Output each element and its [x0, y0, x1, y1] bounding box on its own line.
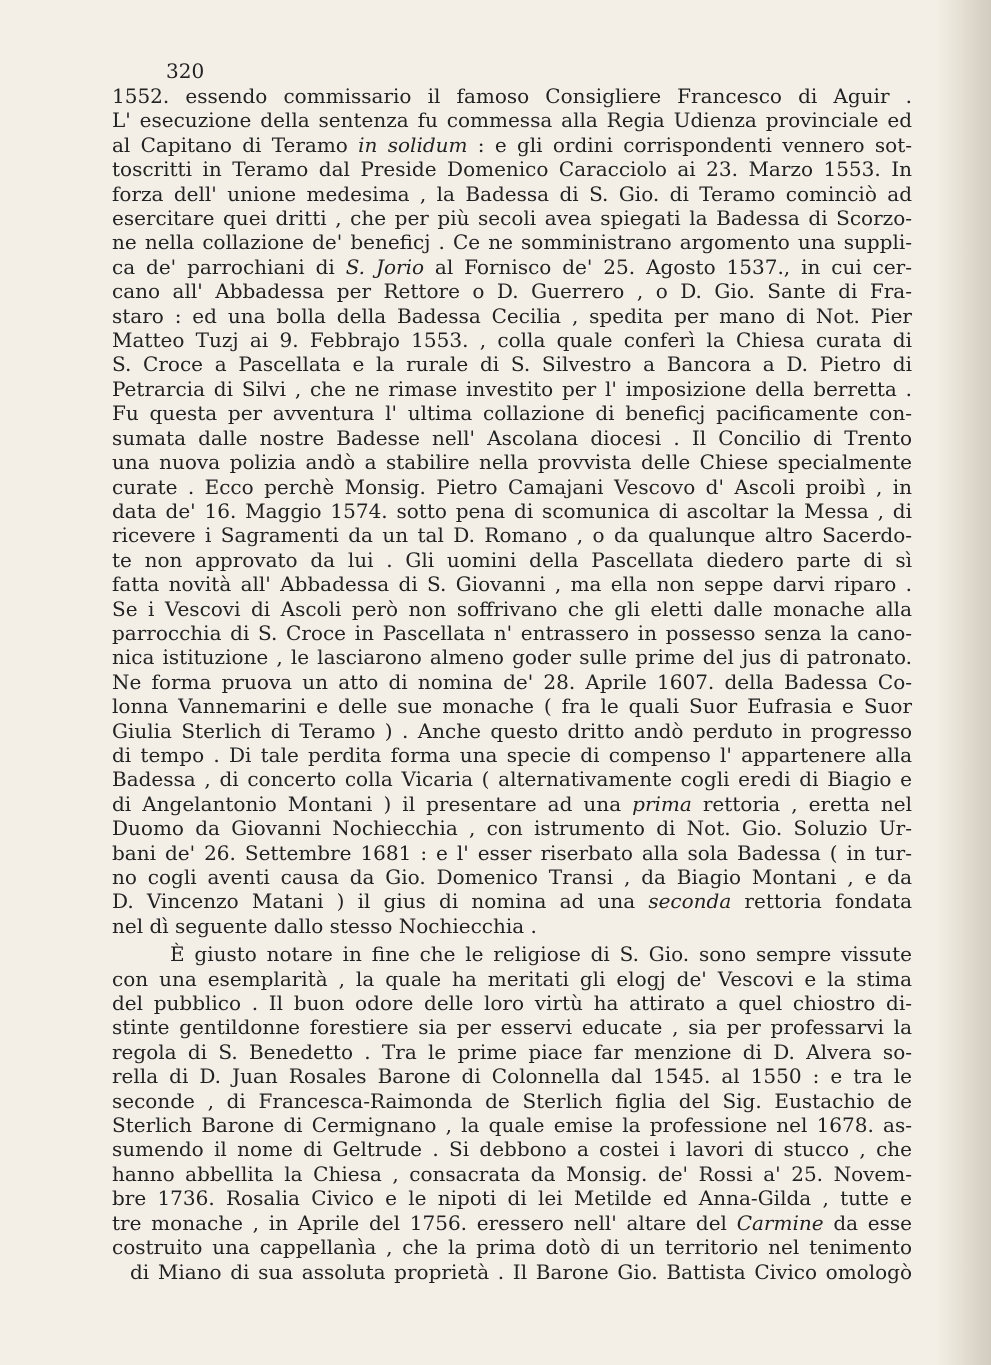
text-span: seconde , di Francesca-Raimonda de Sterlich figlia del Sig. Eustachio de — [112, 1088, 912, 1113]
italic-text: S. Jorio — [345, 254, 425, 279]
text-line — [112, 1137, 912, 1161]
text-span: Duomo da Giovanni Nochiecchia , con istrumento di Not. Gio. Soluzio Ur- — [112, 816, 912, 841]
text-span: al Capitano di Teramo — [112, 132, 359, 157]
text-span: rettoria fondata — [731, 889, 912, 914]
text-span: sumata dalle nostre Badesse nell' Ascolana diocesi . Il Concilio di Trento — [112, 425, 912, 450]
text-span: bani de' 26. Settembre 1681 : e l' esser riserbato alla sola Badessa ( in tur- — [112, 840, 912, 865]
text-span: Ne forma pruova un atto di nomina de' 28. Aprile 1607. della Badessa Co- — [112, 669, 912, 694]
text-line — [112, 279, 912, 303]
text-span: bre 1736. Rosalia Civico e le nipoti di lei Metilde ed Anna-Gilda , tutte e — [112, 1186, 912, 1211]
text-line — [112, 865, 912, 889]
text-line — [112, 1260, 912, 1284]
text-line — [112, 621, 912, 645]
text-line — [112, 1064, 912, 1088]
text-line — [112, 914, 912, 938]
text-span: ne nella collazione de' beneficj . Ce ne somministrano argomento una suppli- — [112, 230, 912, 255]
text-line — [112, 1113, 912, 1137]
text-line — [112, 133, 912, 157]
text-span: di Angelantonio Montani ) il presentare ad una — [112, 791, 633, 816]
text-line — [112, 475, 912, 499]
text-span: ca de' parrochiani di — [112, 254, 346, 279]
text-line — [112, 182, 912, 206]
text-span: : e gli ordini corrispondenti vennero sot- — [467, 132, 912, 157]
text-line — [112, 991, 912, 1015]
text-span: nel dì seguente dallo stesso Nochiecchia . — [112, 913, 537, 938]
text-line — [112, 426, 912, 450]
text-span: tre monache , in Aprile del 1756. eressero nell' altare del — [112, 1210, 737, 1235]
page-text-body — [112, 84, 912, 1284]
text-span: parrocchia di S. Croce in Pascellata n' entrassero in possesso senza la cano- — [112, 620, 912, 645]
italic-text: in solidum — [358, 132, 468, 157]
text-span: È giusto notare in fine che le religiose di S. Gio. sono sempre vissute — [170, 942, 912, 967]
page-edge-shadow — [936, 0, 991, 1365]
text-line — [112, 548, 912, 572]
text-span: con una esemplarità , la quale ha meritati gli elogj de' Vescovi e la stima — [112, 966, 912, 991]
text-span: esercitare quei dritti , che per più secoli avea spiegati la Badessa di Scorzo- — [112, 206, 912, 231]
text-line — [112, 719, 912, 743]
text-line — [112, 816, 912, 840]
text-span: rettoria , eretta nel — [691, 791, 912, 816]
text-span: nica istituzione , le lasciarono almeno goder sulle prime del jus di patronato. — [112, 645, 912, 670]
text-line — [112, 328, 912, 352]
text-span: del pubblico . Il buon odore delle loro virtù ha attirato a quel chiostro di- — [112, 991, 912, 1016]
text-span: al Fornisco de' 25. Agosto 1537., in cui cer- — [424, 254, 912, 279]
text-span: regola di S. Benedetto . Tra le prime piace far menzione di D. Alvera so- — [112, 1039, 912, 1064]
text-line — [112, 377, 912, 401]
text-line — [112, 1211, 912, 1235]
text-line — [112, 841, 912, 865]
text-line — [112, 767, 912, 791]
text-line — [112, 1040, 912, 1064]
text-line — [112, 108, 912, 132]
text-line — [112, 84, 912, 108]
text-span: di tempo . Di tale perdita forma una specie di compenso l' appartenere alla — [112, 742, 912, 767]
italic-text: Carmine — [736, 1210, 824, 1235]
text-line — [112, 157, 912, 181]
text-span: costruito una cappellanìa , che la prima dotò di un territorio nel tenimento — [112, 1235, 912, 1260]
text-span: da esse — [823, 1210, 912, 1235]
text-line — [112, 352, 912, 376]
text-span: rella di D. Juan Rosales Barone di Colonnella dal 1545. al 1550 : e tra le — [112, 1064, 912, 1089]
text-span: toscritti in Teramo dal Preside Domenico Caracciolo ai 23. Marzo 1553. In — [112, 157, 912, 182]
text-span: staro : ed una bolla della Badessa Cecilia , spedita per mano di Not. Pier — [112, 303, 912, 328]
text-line — [112, 523, 912, 547]
text-line — [112, 889, 912, 913]
text-span: no cogli aventi causa da Gio. Domenico Transi , da Biagio Montani , e da — [112, 865, 912, 889]
text-span: Giulia Sterlich di Teramo ) . Anche questo dritto andò perduto in progresso — [112, 718, 912, 743]
text-line — [112, 401, 912, 425]
text-span: stinte gentildonne forestiere sia per esservi educate , sia per professarvi la — [112, 1015, 912, 1040]
text-span: fatta novità all' Abbadessa di S. Giovanni , ma ella non seppe darvi riparo . — [112, 572, 912, 597]
text-span: Badessa , di concerto colla Vicaria ( alternativamente cogli eredi di Biagio e — [112, 767, 912, 792]
text-span: Matteo Tuzj ai 9. Febbrajo 1553. , colla quale conferì la Chiesa curata di — [112, 328, 912, 353]
text-span: ricevere i Sagramenti da un tal D. Romano , o da qualunque altro Sacerdo- — [112, 523, 912, 548]
text-line — [112, 206, 912, 230]
text-line — [112, 792, 912, 816]
text-span: Se i Vescovi di Ascoli però non soffrivano che gli eletti dalle monache alla — [112, 596, 912, 621]
text-span: curate . Ecco perchè Monsig. Pietro Camajani Vescovo d' Ascoli proibì , in — [112, 474, 912, 499]
text-line — [112, 1162, 912, 1186]
text-line — [112, 255, 912, 279]
text-line — [112, 967, 912, 991]
text-line — [112, 1186, 912, 1210]
text-line — [112, 670, 912, 694]
text-span: sumendo il nome di Geltrude . Si debbono a costei i lavori di stucco , che — [112, 1137, 912, 1162]
italic-text: prima — [632, 791, 692, 816]
text-span: Sterlich Barone di Cermignano , la quale emise la professione nel 1678. as- — [112, 1113, 912, 1138]
text-span: S. Croce a Pascellata e la rurale di S. Silvestro a Bancora a D. Pietro di — [112, 352, 912, 377]
text-line — [112, 645, 912, 669]
text-line — [112, 743, 912, 767]
text-line — [112, 694, 912, 718]
text-span: 1552. essendo commissario il famoso Consigliere Francesco di Aguir . — [112, 84, 912, 108]
text-span: Fu questa per avventura l' ultima collazione di beneficj pacificamente con- — [112, 401, 912, 426]
text-line — [112, 499, 912, 523]
text-span: una nuova polizia andò a stabilire nella provvista delle Chiese specialmente — [112, 450, 912, 475]
text-span: hanno abbellita la Chiesa , consacrata da Monsig. de' Rossi a' 25. Novem- — [112, 1161, 912, 1186]
text-span: di Miano di sua assoluta proprietà . Il Barone Gio. Battista Civico omologò — [130, 1259, 912, 1284]
text-line — [112, 597, 912, 621]
text-line — [112, 1235, 912, 1259]
page-number: 320 — [166, 59, 205, 83]
text-span: te non approvato da lui . Gli uomini della Pascellata diedero parte di sì — [112, 547, 912, 572]
text-span: data de' 16. Maggio 1574. sotto pena di scomunica di ascoltar la Messa , di — [112, 498, 912, 523]
italic-text: seconda — [648, 889, 732, 914]
text-line — [112, 450, 912, 474]
text-span: lonna Vannemarini e delle sue monache ( fra le quali Suor Eufrasia e Suor — [112, 694, 912, 719]
text-line — [112, 1015, 912, 1039]
text-line — [112, 230, 912, 254]
text-span: cano all' Abbadessa per Rettore o D. Guerrero , o D. Gio. Sante di Fra- — [112, 279, 912, 304]
text-span: Petrarcia di Silvi , che ne rimase investito per l' imposizione della berretta . — [112, 376, 912, 401]
text-span: forza dell' unione medesima , la Badessa di S. Gio. di Teramo cominciò ad — [112, 181, 912, 206]
text-span: L' esecuzione della sentenza fu commessa alla Regia Udienza provinciale ed — [112, 108, 912, 133]
text-span: D. Vincenzo Matani ) il gius di nomina ad una — [112, 889, 649, 914]
text-line — [112, 942, 912, 966]
book-page — [112, 58, 912, 1284]
text-line — [112, 304, 912, 328]
text-line — [112, 1089, 912, 1113]
text-line — [112, 572, 912, 596]
